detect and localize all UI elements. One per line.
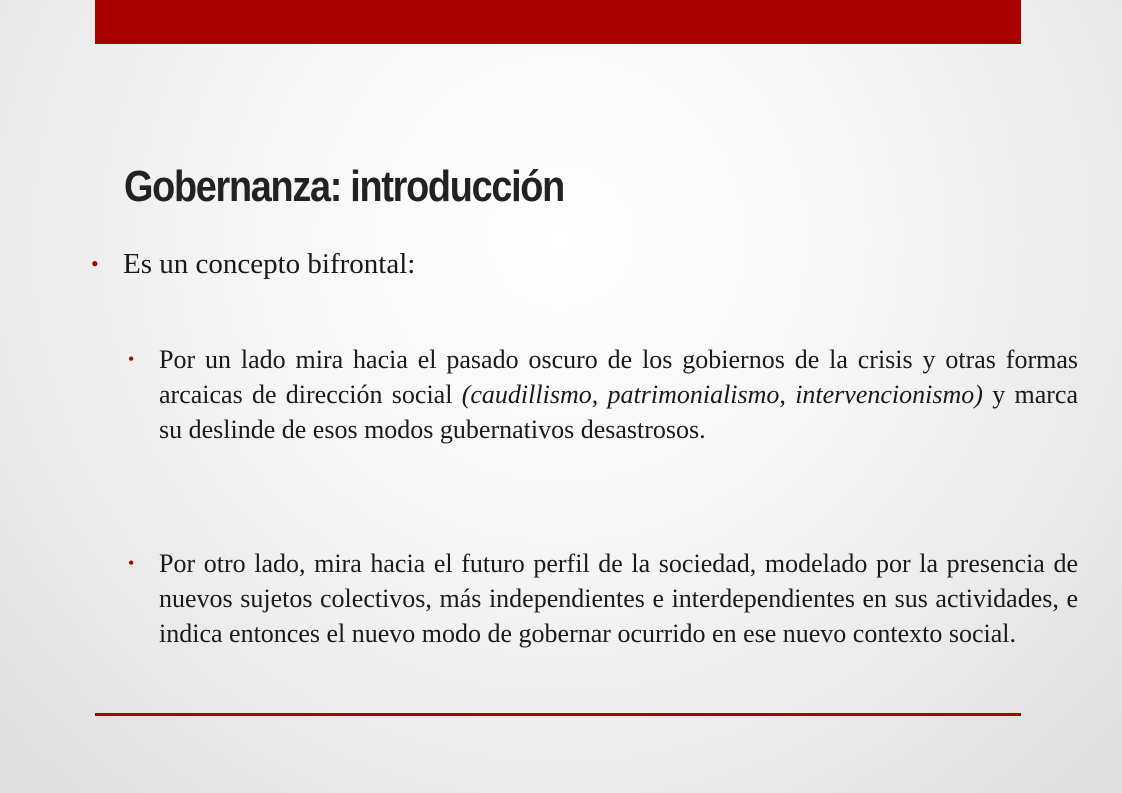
sub-bullet-text-start: Por un lado mira hacia el pasado oscuro de los gobiernos de la crisis y otras formas arcaicas de dirección social <box>159 345 1078 409</box>
main-bullet-text: Es un concepto bifrontal: <box>123 248 416 280</box>
bullet-icon: • <box>128 553 135 573</box>
sub-bullet-text: Por otro lado, mira hacia el futuro perfil de la sociedad, modelado por la presencia de nuevos sujetos colectivos, más independientes e interdependientes en sus actividades, e indica entonces el nuevo modo de gobernar ocurrido en ese nuevo contexto social. <box>159 549 1078 648</box>
top-accent-bar <box>95 0 1021 44</box>
sub-bullet-past <box>128 342 1078 447</box>
bullet-icon: • <box>91 251 99 276</box>
main-bullet <box>91 240 1011 288</box>
sub-bullet-text <box>159 342 1078 447</box>
sub-bullet-future <box>128 546 1078 651</box>
slide-title: Gobernanza: introducción <box>124 162 564 211</box>
sub-bullet-italic-text: (caudillismo, patrimonialismo, intervencionismo) <box>461 380 983 409</box>
bottom-divider-line <box>95 713 1021 716</box>
sub-bullet-text-end: y marca su deslinde de esos modos gubernativos desastrosos. <box>159 380 1078 444</box>
bullet-icon: • <box>128 349 135 369</box>
